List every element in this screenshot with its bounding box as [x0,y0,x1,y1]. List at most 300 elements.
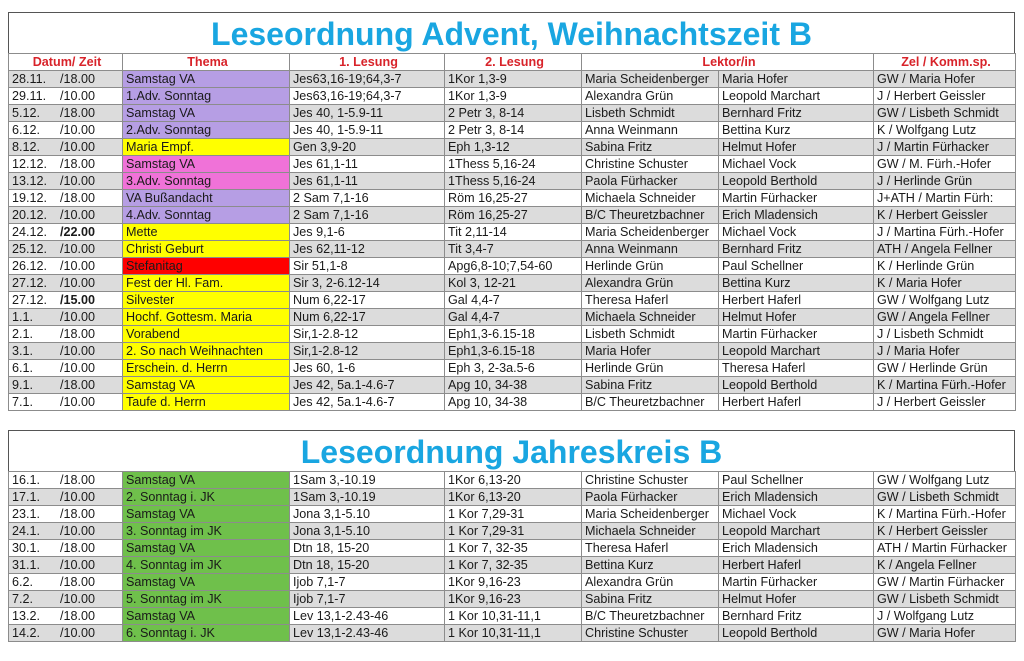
cell-date-time [9,275,123,292]
date-text: 6.1. [12,361,34,375]
cell-lektor-2: Paul Schellner [719,258,874,275]
cell-thema: 3. Sonntag im JK [123,523,290,540]
cell-zelebrant: J / Lisbeth Schmidt [874,326,1016,343]
date-text: 30.1. [12,541,41,555]
time-text: /10.00 [60,626,96,640]
time-text: /10.00 [60,310,96,324]
cell-date-time [9,574,123,591]
cell-date-time [9,156,123,173]
cell-lesung-1: Jona 3,1-5.10 [290,506,445,523]
cell-zelebrant: GW / Wolfgang Lutz [874,472,1016,489]
cell-lesung-1: Sir 51,1-8 [290,258,445,275]
date-text: 13.2. [12,609,41,623]
table-row [9,122,1016,139]
cell-thema: VA Bußandacht [123,190,290,207]
cell-lesung-2: Eph1,3-6.15-18 [445,326,582,343]
cell-lektor-1: Alexandra Grün [582,574,719,591]
table-row [9,394,1016,411]
header-lesung-2: 2. Lesung [445,54,582,71]
cell-thema: Samstag VA [123,574,290,591]
cell-lektor-2: Bernhard Fritz [719,241,874,258]
cell-zelebrant: GW / Lisbeth Schmidt [874,591,1016,608]
cell-date-time [9,608,123,625]
table-row [9,343,1016,360]
cell-lektor-1: Bettina Kurz [582,557,719,574]
cell-lesung-2: 1Kor 9,16-23 [445,574,582,591]
cell-lektor-2: Martin Fürhacker [719,190,874,207]
cell-lektor-1: Sabina Fritz [582,591,719,608]
cell-lesung-2: 1Kor 9,16-23 [445,591,582,608]
cell-lesung-1: Lev 13,1-2.43-46 [290,608,445,625]
cell-thema: Christi Geburt [123,241,290,258]
cell-lektor-1: Maria Scheidenberger [582,506,719,523]
cell-lesung-1: Jes 62,11-12 [290,241,445,258]
table-row [9,574,1016,591]
cell-zelebrant: J / Wolfgang Lutz [874,608,1016,625]
cell-lesung-1: Jes 60, 1-6 [290,360,445,377]
cell-date-time [9,190,123,207]
date-text: 16.1. [12,473,41,487]
table-row [9,224,1016,241]
cell-zelebrant: GW / Wolfgang Lutz [874,292,1016,309]
cell-lesung-2: 1 Kor 7,29-31 [445,506,582,523]
date-text: 17.1. [12,490,41,504]
cell-zelebrant: K / Martina Fürh.-Hofer [874,506,1016,523]
cell-zelebrant: K / Angela Fellner [874,557,1016,574]
cell-lesung-1: Num 6,22-17 [290,292,445,309]
cell-date-time [9,377,123,394]
cell-date-time [9,241,123,258]
cell-lektor-2: Bettina Kurz [719,122,874,139]
cell-date-time [9,625,123,642]
header-datum: Datum/ Zeit [9,54,123,71]
cell-lesung-1: Jes 40, 1-5.9-11 [290,105,445,122]
table-row [9,608,1016,625]
header-zel: Zel / Komm.sp. [874,54,1016,71]
date-text: 25.12. [12,242,48,256]
date-text: 9.1. [12,378,34,392]
time-text: /18.00 [60,327,96,341]
table-row [9,557,1016,574]
cell-date-time [9,122,123,139]
date-text: 31.1. [12,558,41,572]
jahreskreis-table [8,471,1016,642]
time-text: /18.00 [60,72,96,86]
table-row [9,540,1016,557]
jahreskreis-schedule [8,430,1015,642]
cell-lektor-1: Alexandra Grün [582,275,719,292]
cell-date-time [9,540,123,557]
advent-table [8,53,1016,411]
cell-lektor-2: Leopold Marchart [719,88,874,105]
cell-zelebrant: GW / Maria Hofer [874,71,1016,88]
cell-lektor-1: Herlinde Grün [582,360,719,377]
cell-lesung-2: Apg6,8-10;7,54-60 [445,258,582,275]
date-text: 12.12. [12,157,48,171]
cell-lektor-1: Christine Schuster [582,472,719,489]
cell-date-time [9,326,123,343]
cell-zelebrant: K / Wolfgang Lutz [874,122,1016,139]
cell-lesung-2: Röm 16,25-27 [445,190,582,207]
time-text: /10.00 [60,89,96,103]
cell-zelebrant: GW / Lisbeth Schmidt [874,489,1016,506]
date-text: 26.12. [12,259,48,273]
time-text: /18.00 [60,473,96,487]
table-row [9,591,1016,608]
section-title-advent: Leseordnung Advent, Weihnachtszeit B [8,12,1015,53]
cell-thema: Silvester [123,292,290,309]
cell-date-time [9,105,123,122]
cell-lektor-2: Michael Vock [719,224,874,241]
cell-lektor-2: Helmut Hofer [719,139,874,156]
time-text: /22.00 [60,225,96,239]
cell-thema: Vorabend [123,326,290,343]
date-text: 7.2. [12,592,34,606]
cell-lesung-1: Jona 3,1-5.10 [290,523,445,540]
date-text: 24.12. [12,225,48,239]
date-text: 24.1. [12,524,41,538]
cell-lesung-2: 1Kor 6,13-20 [445,472,582,489]
cell-lesung-1: Jes 61,1-11 [290,173,445,190]
cell-zelebrant: J / Herbert Geissler [874,88,1016,105]
cell-lesung-2: Eph1,3-6.15-18 [445,343,582,360]
cell-zelebrant: GW / Martin Fürhacker [874,574,1016,591]
time-text: /10.00 [60,242,96,256]
cell-zelebrant: GW / M. Fürh.-Hofer [874,156,1016,173]
cell-date-time [9,139,123,156]
time-text: /18.00 [60,541,96,555]
cell-lesung-2: 1 Kor 10,31-11,1 [445,625,582,642]
time-text: /18.00 [60,507,96,521]
cell-zelebrant: K / Herlinde Grün [874,258,1016,275]
cell-zelebrant: ATH / Angela Fellner [874,241,1016,258]
cell-lektor-2: Maria Hofer [719,71,874,88]
cell-thema: Maria Empf. [123,139,290,156]
cell-lesung-2: 1Thess 5,16-24 [445,173,582,190]
cell-lektor-2: Martin Fürhacker [719,574,874,591]
cell-thema: Taufe d. Herrn [123,394,290,411]
cell-lesung-1: Jes 61,1-11 [290,156,445,173]
cell-date-time [9,360,123,377]
cell-zelebrant: J / Herbert Geissler [874,394,1016,411]
cell-lektor-2: Herbert Haferl [719,394,874,411]
date-text: 5.12. [12,106,41,120]
time-text: /10.00 [60,558,96,572]
cell-date-time [9,258,123,275]
cell-zelebrant: J / Martin Fürhacker [874,139,1016,156]
cell-lektor-1: B/C Theuretzbachner [582,608,719,625]
cell-lesung-1: Num 6,22-17 [290,309,445,326]
cell-lesung-1: Lev 13,1-2.43-46 [290,625,445,642]
date-text: 7.1. [12,395,34,409]
cell-lesung-2: 1 Kor 10,31-11,1 [445,608,582,625]
cell-lesung-1: Sir,1-2.8-12 [290,343,445,360]
cell-lesung-1: Jes 9,1-6 [290,224,445,241]
cell-lesung-1: Sir 3, 2-6.12-14 [290,275,445,292]
table-row [9,326,1016,343]
table-row [9,207,1016,224]
cell-lektor-2: Leopold Berthold [719,173,874,190]
cell-lesung-2: 1Kor 1,3-9 [445,71,582,88]
cell-lektor-2: Herbert Haferl [719,292,874,309]
cell-lektor-1: B/C Theuretzbachner [582,207,719,224]
cell-zelebrant: ATH / Martin Fürhacker [874,540,1016,557]
cell-lektor-1: Paola Fürhacker [582,173,719,190]
cell-zelebrant: GW / Maria Hofer [874,625,1016,642]
cell-thema: Samstag VA [123,105,290,122]
cell-zelebrant: K / Maria Hofer [874,275,1016,292]
cell-date-time [9,523,123,540]
cell-lektor-2: Erich Mladensich [719,489,874,506]
time-text: /10.00 [60,140,96,154]
date-text: 20.12. [12,208,48,222]
cell-lektor-2: Michael Vock [719,156,874,173]
cell-date-time [9,489,123,506]
cell-date-time [9,71,123,88]
cell-lesung-1: Jes 42, 5a.1-4.6-7 [290,394,445,411]
date-text: 29.11. [12,89,47,103]
table-row [9,275,1016,292]
table-row [9,156,1016,173]
table-row [9,88,1016,105]
cell-thema: 3.Adv. Sonntag [123,173,290,190]
time-text: /10.00 [60,592,96,606]
time-text: /18.00 [60,575,96,589]
advent-schedule [8,12,1015,411]
cell-lesung-2: 2 Petr 3, 8-14 [445,122,582,139]
cell-date-time [9,557,123,574]
table-row [9,506,1016,523]
cell-lesung-2: Tit 3,4-7 [445,241,582,258]
cell-lesung-2: Apg 10, 34-38 [445,377,582,394]
time-text: /10.00 [60,123,96,137]
cell-thema: Samstag VA [123,540,290,557]
date-text: 6.2. [12,575,34,589]
cell-lesung-2: Gal 4,4-7 [445,309,582,326]
cell-thema: 2.Adv. Sonntag [123,122,290,139]
cell-date-time [9,224,123,241]
cell-lesung-2: 1Kor 1,3-9 [445,88,582,105]
cell-thema: Samstag VA [123,472,290,489]
table-row [9,292,1016,309]
cell-lesung-2: 1 Kor 7,29-31 [445,523,582,540]
cell-date-time [9,591,123,608]
date-text: 6.12. [12,123,41,137]
date-text: 1.1. [12,310,34,324]
cell-lektor-1: Maria Hofer [582,343,719,360]
cell-date-time [9,173,123,190]
table-row [9,309,1016,326]
cell-lesung-1: Jes 40, 1-5.9-11 [290,122,445,139]
cell-lektor-1: Michaela Schneider [582,523,719,540]
cell-thema: Hochf. Gottesm. Maria [123,309,290,326]
cell-lesung-1: Dtn 18, 15-20 [290,557,445,574]
table-row [9,377,1016,394]
time-text: /18.00 [60,191,96,205]
cell-zelebrant: GW / Lisbeth Schmidt [874,105,1016,122]
table-row [9,360,1016,377]
cell-date-time [9,394,123,411]
cell-lektor-2: Leopold Marchart [719,343,874,360]
cell-lesung-2: Eph 3, 2-3a.5-6 [445,360,582,377]
time-text: /10.00 [60,174,96,188]
cell-lesung-2: Eph 1,3-12 [445,139,582,156]
cell-lektor-2: Bernhard Fritz [719,105,874,122]
cell-lektor-1: Maria Scheidenberger [582,71,719,88]
cell-zelebrant: J+ATH / Martin Fürh: [874,190,1016,207]
cell-zelebrant: GW / Angela Fellner [874,309,1016,326]
table-row [9,71,1016,88]
cell-lektor-1: Alexandra Grün [582,88,719,105]
cell-date-time [9,343,123,360]
time-text: /10.00 [60,395,96,409]
cell-lektor-1: Christine Schuster [582,156,719,173]
cell-lektor-1: Paola Fürhacker [582,489,719,506]
cell-thema: 5. Sonntag im JK [123,591,290,608]
table-row [9,523,1016,540]
cell-thema: Fest der Hl. Fam. [123,275,290,292]
cell-zelebrant: J / Herlinde Grün [874,173,1016,190]
cell-lesung-2: 1Kor 6,13-20 [445,489,582,506]
cell-lektor-1: Christine Schuster [582,625,719,642]
cell-thema: 4.Adv. Sonntag [123,207,290,224]
cell-lektor-1: Anna Weinmann [582,241,719,258]
cell-date-time [9,207,123,224]
time-text: /18.00 [60,609,96,623]
cell-thema: 2. Sonntag i. JK [123,489,290,506]
cell-lektor-2: Erich Mladensich [719,207,874,224]
date-text: 13.12. [12,174,48,188]
advent-table-body [9,71,1016,411]
cell-thema: Samstag VA [123,71,290,88]
time-text: /15.00 [60,293,96,307]
cell-lektor-1: Michaela Schneider [582,190,719,207]
cell-zelebrant: K / Herbert Geissler [874,207,1016,224]
cell-lektor-2: Paul Schellner [719,472,874,489]
cell-date-time [9,309,123,326]
cell-lektor-2: Leopold Berthold [719,625,874,642]
table-row [9,105,1016,122]
header-thema: Thema [123,54,290,71]
cell-lesung-1: 1Sam 3,-10.19 [290,472,445,489]
cell-date-time [9,506,123,523]
cell-lektor-1: Lisbeth Schmidt [582,326,719,343]
cell-lesung-2: 2 Petr 3, 8-14 [445,105,582,122]
table-header-row [9,54,1016,71]
date-text: 23.1. [12,507,41,521]
date-text: 27.12. [12,293,48,307]
date-text: 2.1. [12,327,34,341]
cell-lektor-2: Leopold Marchart [719,523,874,540]
table-row [9,258,1016,275]
cell-thema: Stefanitag [123,258,290,275]
cell-lesung-2: Kol 3, 12-21 [445,275,582,292]
table-row [9,472,1016,489]
time-text: /10.00 [60,344,96,358]
cell-date-time [9,88,123,105]
cell-date-time [9,472,123,489]
cell-zelebrant: K / Herbert Geissler [874,523,1016,540]
cell-lesung-2: 1 Kor 7, 32-35 [445,557,582,574]
cell-thema: Erschein. d. Herrn [123,360,290,377]
date-text: 28.11. [12,72,47,86]
cell-lesung-1: 1Sam 3,-10.19 [290,489,445,506]
cell-lesung-2: 1 Kor 7, 32-35 [445,540,582,557]
cell-lektor-2: Michael Vock [719,506,874,523]
cell-thema: Samstag VA [123,506,290,523]
cell-lektor-1: Theresa Haferl [582,540,719,557]
date-text: 19.12. [12,191,48,205]
time-text: /18.00 [60,157,96,171]
cell-lesung-1: Ijob 7,1-7 [290,591,445,608]
time-text: /10.00 [60,361,96,375]
cell-lektor-2: Herbert Haferl [719,557,874,574]
cell-thema: 4. Sonntag im JK [123,557,290,574]
cell-thema: Samstag VA [123,156,290,173]
cell-lesung-1: Jes 42, 5a.1-4.6-7 [290,377,445,394]
cell-thema: 2. So nach Weihnachten [123,343,290,360]
header-lesung-1: 1. Lesung [290,54,445,71]
cell-lektor-1: Herlinde Grün [582,258,719,275]
table-row [9,241,1016,258]
cell-lektor-1: Theresa Haferl [582,292,719,309]
cell-lesung-1: 2 Sam 7,1-16 [290,207,445,224]
cell-lektor-2: Martin Fürhacker [719,326,874,343]
cell-zelebrant: K / Martina Fürh.-Hofer [874,377,1016,394]
cell-thema: Samstag VA [123,608,290,625]
cell-lektor-1: Sabina Fritz [582,139,719,156]
cell-lektor-2: Theresa Haferl [719,360,874,377]
cell-lektor-1: Sabina Fritz [582,377,719,394]
cell-zelebrant: J / Martina Fürh.-Hofer [874,224,1016,241]
cell-lesung-1: Dtn 18, 15-20 [290,540,445,557]
cell-lesung-2: Apg 10, 34-38 [445,394,582,411]
time-text: /10.00 [60,490,96,504]
time-text: /10.00 [60,259,96,273]
time-text: /10.00 [60,276,96,290]
cell-date-time [9,292,123,309]
table-row [9,625,1016,642]
cell-lesung-1: 2 Sam 7,1-16 [290,190,445,207]
cell-lektor-1: Anna Weinmann [582,122,719,139]
table-row [9,173,1016,190]
cell-lektor-1: B/C Theuretzbachner [582,394,719,411]
time-text: /10.00 [60,208,96,222]
cell-lektor-1: Lisbeth Schmidt [582,105,719,122]
cell-lektor-1: Michaela Schneider [582,309,719,326]
cell-lektor-2: Helmut Hofer [719,309,874,326]
cell-lesung-1: Gen 3,9-20 [290,139,445,156]
cell-lesung-1: Ijob 7,1-7 [290,574,445,591]
header-lektor: Lektor/in [582,54,874,71]
cell-zelebrant: GW / Herlinde Grün [874,360,1016,377]
table-row [9,190,1016,207]
jahreskreis-table-body [9,472,1016,642]
date-text: 8.12. [12,140,41,154]
time-text: /18.00 [60,378,96,392]
cell-lesung-2: 1Thess 5,16-24 [445,156,582,173]
cell-lesung-1: Jes63,16-19;64,3-7 [290,88,445,105]
cell-lektor-1: Maria Scheidenberger [582,224,719,241]
time-text: /10.00 [60,524,96,538]
cell-lektor-2: Bettina Kurz [719,275,874,292]
cell-lesung-1: Jes63,16-19;64,3-7 [290,71,445,88]
cell-lektor-2: Bernhard Fritz [719,608,874,625]
cell-lektor-2: Leopold Berthold [719,377,874,394]
cell-lektor-2: Helmut Hofer [719,591,874,608]
date-text: 27.12. [12,276,48,290]
cell-thema: 1.Adv. Sonntag [123,88,290,105]
